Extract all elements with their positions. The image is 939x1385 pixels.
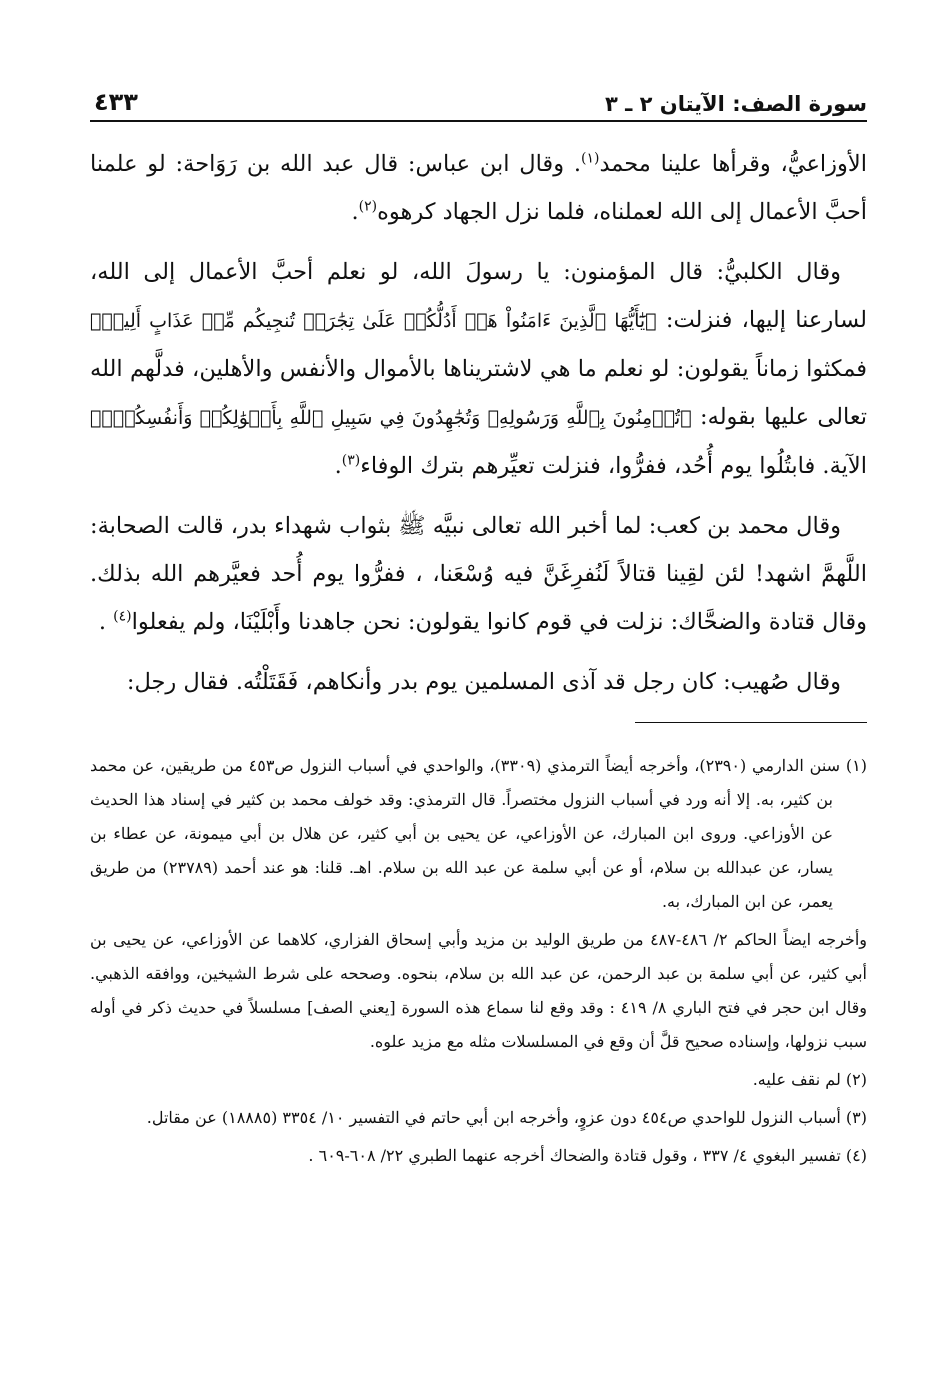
text-run: . [334,453,342,479]
quran-quote-2: ﴿تُؤۡمِنُونَ بِٱللَّهِ وَرَسُولِهِۦ وَتُجَٰهِدُونَ فِي سَبِيلِ ٱللَّهِ بِأَمۡوَٰلِكُمۡ وَأَنفُسِكُمۡۚ﴾ [90,407,692,429]
quran-quote-1: ﴿يَٰٓأَيُّهَا ٱلَّذِينَ ءَامَنُواْ هَلۡ أَدُلُّكُمۡ عَلَىٰ تِجَٰرَةٖ تُنجِيكُم مِّنۡ عَذَابٍ أَلِيمٖ﴾ [90,310,657,332]
paragraph-2 [90,248,867,490]
paragraph-3 [90,502,867,646]
footnote-1-continued: وأخرجه ايضاً الحاكم ٢/ ٤٨٦-٤٨٧ من طريق الوليد بن مزيد وأبي إسحاق الفزاري، كلاهما عن الأوزاعي، عن يحيى بن أبي كثير، عن أبي سلمة بن عبد الرحمن، عن عبد الله بن سلام، بنحوه. وصححه على شرط الشيخين، ووافقه الذهبي. وقال ابن حجر في فتح الباري ٨/ ٤١٩ : وقد وقع لنا سماع هذه السورة [يعني الصف] مسلسلاً في حديث ذكر في أوله سبب نزولها، وإسناده صحيح قلَّ أن وقع في المسلسلات مثله مع مزيد علوه. [90,930,867,1051]
main-text [90,140,867,706]
footnote-separator [635,722,867,723]
page-number: ٤٣٣ [94,88,138,116]
footnotes [90,749,867,1173]
text-run: الأوزاعيُّ، وقرأها علينا محمد [599,151,867,177]
footnote-1: (١) سنن الدارمي (٢٣٩٠)، وأخرجه أيضاً الترمذي (٣٣٠٩)، والواحدي في أسباب النزول ص٤٥٣ من طريقين، عن محمد بن كثير، به. إلا أنه ورد في أسباب النزول مختصراً. قال الترمذي: وقد خولف محمد بن كثير في إسناد هذا الحديث عن الأوزاعي. وروى ابن المبارك، عن الأوزاعي، عن يحيى بن أبي كثير، عن هلال بن أبي ميمونة، عن عطاء بن يسار، عن عبدالله بن سلام، أو عن أبي سلمة عن عبد الله بن سلام. اهـ. قلنا: هو عند أحمد (٢٣٧٨٩) من طريق يعمر، عن ابن المبارك، به. [90,756,868,911]
text-run: . [351,199,359,225]
text-run: وقال الكلبيُّ: قال المؤمنون: يا رسولَ الله، لو نعلم أحبَّ الأعمال إلى الله، لسارعنا إليها، فنزلت: [90,259,867,333]
footnote-2: (٢) لم نقف عليه. [752,1070,867,1089]
footnote-4: (٤) تفسير البغوي ٤/ ٣٣٧ ، وقول قتادة والضحاك أخرجه عنهما الطبري ٢٢/ ٦٠٨-٦٠٩ . [308,1146,867,1165]
text-run: وقال محمد بن كعب: لما أخبر الله تعالى نبيَّه ﷺ بثواب شهداء بدر، قالت الصحابة: اللَّهمَّ اشهد! لئن لقِينا قتالاً لَنُفرِغَنَّ فيه وُسْعَنا، ، ففرُّوا يوم أُحد فعيَّرهم الله بذلك. وقال قتادة والضحَّاك: نزلت في قوم كانوا يقولون: نحن جاهدنا وأَبْلَيْنَا، ولم يفعلوا [90,513,867,635]
footnote-3: (٣) أسباب النزول للواحدي ص٤٥٤ دون عزوٍ، وأخرجه ابن أبي حاتم في التفسير ١٠/ ٣٣٥٤ (١٨٨٨٥) عن مقاتل. [146,1108,867,1127]
header-rule [90,120,867,122]
text-run: الآية. فابتُلُوا يوم أُحُد، ففرُّوا، فنزلت تعيِّرهم بترك الوفاء [360,453,867,479]
text-run: . وقال ابن عباس: قال عبد الله بن رَوَاحة: لو علمنا أحبَّ الأعمال إلى الله لعملناه، فلما نزل الجهاد كرهوه [90,151,867,225]
text-run: . [98,609,114,635]
footnote-ref-4[interactable]: (٤) [113,608,132,625]
footnote-separator-wrap [90,718,867,723]
paragraph-1 [90,140,867,236]
running-title: سورة الصف: الآيتان ٢ ـ ٣ [605,92,867,116]
footnote-ref-3[interactable]: (٣) [341,452,361,469]
footnote-ref-2[interactable]: (٢) [358,198,378,215]
paragraph-4: وقال صُهيب: كان رجل قد آذى المسلمين يوم بدر وأنكاهم، فَقَتَلْتُه. فقال رجل: [126,669,841,695]
text-run: فمكثوا زماناً يقولون: لو نعلم ما هي لاشتريناها بالأموال والأنفس والأهلين، فدلَّهم الله تعالى عليها بقوله: [90,356,867,430]
book-page [90,78,867,1177]
page-header [90,78,867,116]
footnote-ref-1[interactable]: (١) [580,150,600,167]
